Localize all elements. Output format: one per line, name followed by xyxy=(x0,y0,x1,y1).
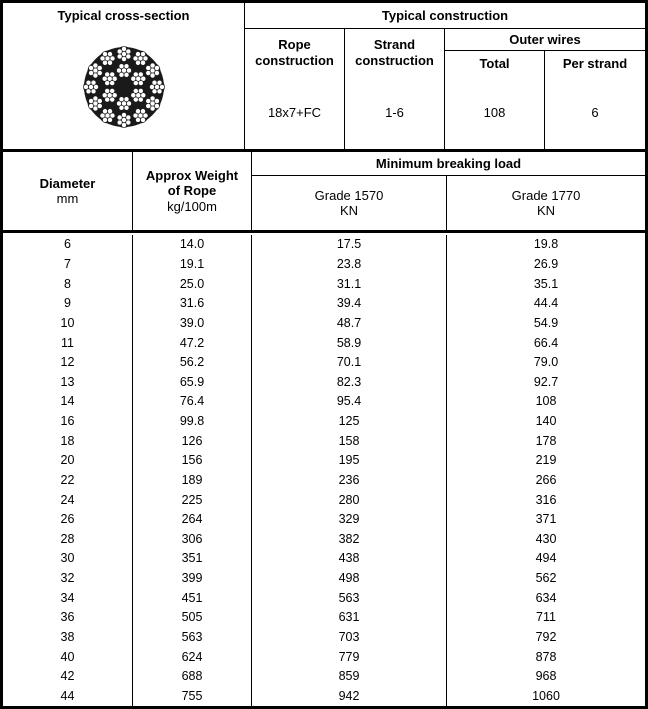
cell-approx-weight: 126 xyxy=(133,431,252,451)
table-row xyxy=(3,412,645,432)
cell-mbl-grade-1770: 140 xyxy=(535,414,557,429)
cell-mbl-grade-1770: 44.4 xyxy=(533,296,559,311)
cell-approx-weight: 399 xyxy=(133,569,252,589)
cell-approx-weight: 755 xyxy=(133,686,252,706)
cell-mbl-grade-1570: 438 xyxy=(252,549,447,569)
cell-diameter: 40 xyxy=(3,647,133,667)
value-outer-wires-total: 108 xyxy=(445,76,545,149)
cell-diameter: 9 xyxy=(3,294,133,314)
header-outer-wires: Outer wires xyxy=(445,29,645,51)
header-strand-line1: Strand xyxy=(373,37,416,53)
cell-diameter: 16 xyxy=(3,412,133,432)
cell-diameter: 13 xyxy=(3,372,133,392)
cell-approx-weight: 264 xyxy=(133,510,252,530)
cell-mbl-grade-1570: 195 xyxy=(252,451,447,471)
cell-mbl-grade-1770: 79.0 xyxy=(533,355,559,370)
header-approx-weight xyxy=(133,152,252,230)
cell-mbl-grade-1770: 35.1 xyxy=(533,276,559,291)
construction-header-row xyxy=(245,29,645,76)
header-strand-line2: construction xyxy=(355,52,434,68)
cell-approx-weight: 189 xyxy=(133,471,252,491)
cell-approx-weight: 99.8 xyxy=(133,412,252,432)
cell-mbl-grade-1570: 70.1 xyxy=(252,353,447,373)
header-strand-construction xyxy=(345,29,445,76)
cell-mbl-grade-1770: 19.8 xyxy=(533,237,559,252)
cell-mbl-grade-1570: 382 xyxy=(252,529,447,549)
cell-mbl-grade-1570: 58.9 xyxy=(252,333,447,353)
cell-mbl-grade-1770: 66.4 xyxy=(533,335,559,350)
cell-diameter: 14 xyxy=(3,392,133,412)
table-row xyxy=(3,333,645,353)
table-row xyxy=(3,353,645,373)
cell-mbl-grade-1570: 563 xyxy=(252,588,447,608)
header-grade-subrow xyxy=(252,176,645,230)
cell-diameter: 42 xyxy=(3,667,133,687)
data-table-body xyxy=(3,233,645,706)
header-rope-line1: Rope xyxy=(278,37,311,53)
cell-mbl-grade-1570: 280 xyxy=(252,490,447,510)
cell-mbl-grade-1770: 562 xyxy=(535,571,557,586)
cell-mbl-grade-1570: 498 xyxy=(252,569,447,589)
cell-mbl-grade-1770: 634 xyxy=(535,590,557,605)
header-diameter-unit: mm xyxy=(56,191,79,206)
construction-column xyxy=(245,3,645,149)
cell-approx-weight: 451 xyxy=(133,588,252,608)
cell-mbl-grade-1770: 1060 xyxy=(532,688,560,703)
header-minimum-breaking-load: Minimum breaking load xyxy=(252,152,645,176)
cell-mbl-grade-1770: 371 xyxy=(535,512,557,527)
cell-mbl-grade-1570: 125 xyxy=(252,412,447,432)
construction-title: Typical construction xyxy=(245,3,645,29)
table-row xyxy=(3,294,645,314)
cell-diameter: 22 xyxy=(3,471,133,491)
table-row xyxy=(3,569,645,589)
table-row xyxy=(3,372,645,392)
cell-diameter: 6 xyxy=(3,235,133,255)
cell-mbl-grade-1770: 316 xyxy=(535,492,557,507)
value-outer-wires-per-strand: 6 xyxy=(591,104,599,120)
cell-diameter: 34 xyxy=(3,588,133,608)
table-row xyxy=(3,431,645,451)
cell-mbl-grade-1570: 329 xyxy=(252,510,447,530)
cell-approx-weight: 65.9 xyxy=(133,372,252,392)
header-weight-line2: of Rope xyxy=(167,183,217,199)
cell-approx-weight: 19.1 xyxy=(133,255,252,275)
table-row xyxy=(3,314,645,334)
cell-diameter: 44 xyxy=(3,686,133,706)
value-rope-construction: 18x7+FC xyxy=(245,76,345,149)
data-table-header xyxy=(3,152,645,233)
table-row xyxy=(3,549,645,569)
cell-diameter: 24 xyxy=(3,490,133,510)
cell-approx-weight: 76.4 xyxy=(133,392,252,412)
cell-diameter: 36 xyxy=(3,608,133,628)
cell-approx-weight: 624 xyxy=(133,647,252,667)
table-row xyxy=(3,628,645,648)
cell-diameter: 26 xyxy=(3,510,133,530)
wire-rope-cross-section-diagram xyxy=(74,37,174,137)
header-grade-1770-unit: KN xyxy=(536,203,556,218)
value-strand-construction: 1-6 xyxy=(345,76,445,149)
header-per-strand: Per strand xyxy=(562,55,628,71)
cell-diameter: 38 xyxy=(3,628,133,648)
header-weight-line1: Approx Weight xyxy=(145,168,239,183)
table-row xyxy=(3,529,645,549)
cell-mbl-grade-1570: 158 xyxy=(252,431,447,451)
cell-approx-weight: 56.2 xyxy=(133,353,252,373)
cell-approx-weight: 14.0 xyxy=(133,235,252,255)
cell-mbl-grade-1570: 859 xyxy=(252,667,447,687)
cell-diameter: 12 xyxy=(3,353,133,373)
top-header-block xyxy=(3,3,645,152)
cell-mbl-grade-1770: 108 xyxy=(535,394,557,409)
cell-approx-weight: 505 xyxy=(133,608,252,628)
header-outer-wires-group xyxy=(445,29,645,76)
table-row xyxy=(3,392,645,412)
header-grade-1770 xyxy=(447,176,645,230)
cross-section-title: Typical cross-section xyxy=(57,8,190,24)
cell-mbl-grade-1770: 494 xyxy=(535,551,557,566)
cell-mbl-grade-1570: 236 xyxy=(252,471,447,491)
table-row xyxy=(3,451,645,471)
cell-mbl-grade-1770: 711 xyxy=(536,610,556,625)
cell-approx-weight: 351 xyxy=(133,549,252,569)
cell-mbl-grade-1570: 779 xyxy=(252,647,447,667)
table-row xyxy=(3,274,645,294)
construction-value-row xyxy=(245,76,645,149)
cell-approx-weight: 47.2 xyxy=(133,333,252,353)
cell-mbl-grade-1770: 878 xyxy=(535,649,557,664)
cell-diameter: 7 xyxy=(3,255,133,275)
cell-approx-weight: 39.0 xyxy=(133,314,252,334)
header-rope-construction xyxy=(245,29,345,76)
header-outer-wires-subrow xyxy=(445,51,645,76)
table-row xyxy=(3,471,645,491)
cell-mbl-grade-1770: 178 xyxy=(535,433,557,448)
cell-mbl-grade-1770: 219 xyxy=(535,453,557,468)
table-row xyxy=(3,667,645,687)
cell-diameter: 32 xyxy=(3,569,133,589)
table-row xyxy=(3,510,645,530)
cell-approx-weight: 25.0 xyxy=(133,274,252,294)
cell-mbl-grade-1770: 792 xyxy=(535,629,557,644)
cell-mbl-grade-1570: 631 xyxy=(252,608,447,628)
header-minimum-breaking-load-group xyxy=(252,152,645,230)
cell-mbl-grade-1770: 26.9 xyxy=(533,257,559,272)
cross-section-figure-cell xyxy=(3,29,244,149)
cell-diameter: 11 xyxy=(3,333,133,353)
cell-mbl-grade-1770: 92.7 xyxy=(533,374,559,389)
table-row xyxy=(3,686,645,706)
cell-mbl-grade-1570: 17.5 xyxy=(252,235,447,255)
header-grade-1570 xyxy=(252,176,447,230)
cell-diameter: 8 xyxy=(3,274,133,294)
cell-approx-weight: 563 xyxy=(133,628,252,648)
cross-section-column xyxy=(3,3,245,149)
cell-approx-weight: 688 xyxy=(133,667,252,687)
header-rope-line2: construction xyxy=(255,52,334,68)
cell-mbl-grade-1570: 23.8 xyxy=(252,255,447,275)
table-row xyxy=(3,255,645,275)
header-grade-1570-unit: KN xyxy=(339,203,359,218)
header-total: Total xyxy=(445,51,545,76)
table-row xyxy=(3,588,645,608)
cell-approx-weight: 156 xyxy=(133,451,252,471)
cell-mbl-grade-1570: 31.1 xyxy=(252,274,447,294)
cell-mbl-grade-1570: 942 xyxy=(252,686,447,706)
cell-diameter: 28 xyxy=(3,529,133,549)
cell-mbl-grade-1770: 968 xyxy=(535,669,557,684)
header-grade-1770-label: Grade 1770 xyxy=(511,187,581,203)
cell-mbl-grade-1570: 95.4 xyxy=(252,392,447,412)
cell-diameter: 20 xyxy=(3,451,133,471)
header-diameter-label: Diameter xyxy=(39,175,96,191)
table-row xyxy=(3,235,645,255)
cell-diameter: 10 xyxy=(3,314,133,334)
header-weight-unit: kg/100m xyxy=(167,198,217,214)
table-row xyxy=(3,647,645,667)
cell-diameter: 30 xyxy=(3,549,133,569)
header-grade-1570-label: Grade 1570 xyxy=(314,187,384,203)
cell-mbl-grade-1570: 39.4 xyxy=(252,294,447,314)
cell-mbl-grade-1770: 54.9 xyxy=(533,315,559,330)
cell-mbl-grade-1570: 703 xyxy=(252,628,447,648)
cell-approx-weight: 225 xyxy=(133,490,252,510)
cell-approx-weight: 31.6 xyxy=(133,294,252,314)
cell-mbl-grade-1570: 82.3 xyxy=(252,372,447,392)
cell-diameter: 18 xyxy=(3,431,133,451)
cell-mbl-grade-1770: 430 xyxy=(535,531,557,546)
cell-approx-weight: 306 xyxy=(133,529,252,549)
cell-mbl-grade-1770: 266 xyxy=(535,472,557,487)
table-row xyxy=(3,490,645,510)
table-row xyxy=(3,608,645,628)
header-diameter xyxy=(3,152,133,230)
cell-mbl-grade-1570: 48.7 xyxy=(252,314,447,334)
